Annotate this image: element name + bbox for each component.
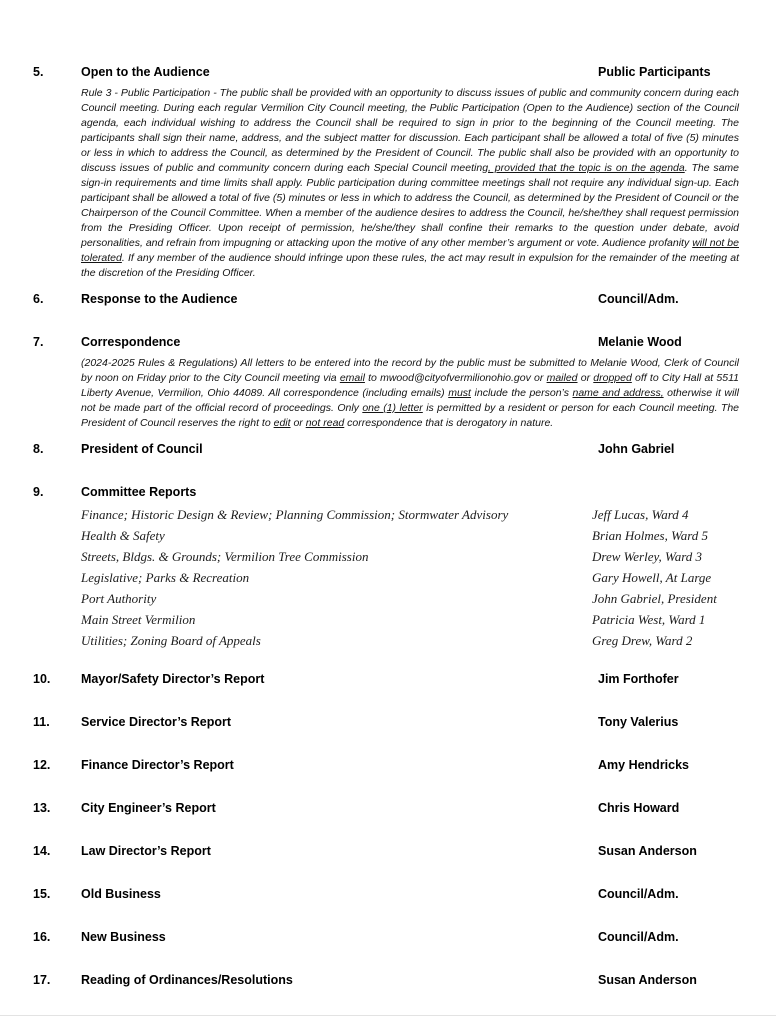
item-title: City Engineer’s Report <box>81 801 216 815</box>
item-number: 8. <box>33 442 44 456</box>
item-title: Mayor/Safety Director’s Report <box>81 672 265 686</box>
agenda-item <box>0 972 776 989</box>
page-bottom-edge <box>0 1015 776 1016</box>
agenda-item-head <box>33 334 739 351</box>
agenda-item <box>0 886 776 903</box>
committee-member: Drew Werley, Ward 3 <box>592 549 703 564</box>
item-rule-text: (2024-2025 Rules & Regulations) All letters to be entered into the record by the public must be submitted to Melanie Wood, Clerk of Council by noon on Friday prior to the City Council meeting via email to mwood@cityofvermilionohio.gov or mailed or dropped off to City Hall at 5511 Liberty Avenue, Vermilion, Ohio 44089. All correspondence (including emails) must include the person’s name and address, otherwise it will not be made part of the official record of proceedings. Only one (1) letter is permitted by a resident or person for each Council meeting. The President of Council reserves the right to edit or not read correspondence that is derogatory in nature. <box>81 357 740 429</box>
agenda-item-head <box>33 843 739 860</box>
agenda-item <box>0 929 776 946</box>
item-assignee: Susan Anderson <box>598 973 697 987</box>
committee-member: Brian Holmes, Ward 5 <box>592 528 709 543</box>
agenda-item-head <box>33 757 739 774</box>
item-number: 5. <box>33 65 44 79</box>
agenda-item-head <box>33 800 739 817</box>
item-assignee: Susan Anderson <box>598 844 697 858</box>
item-assignee: Jim Forthofer <box>598 672 679 686</box>
item-number: 12. <box>33 758 51 772</box>
item-number: 6. <box>33 292 44 306</box>
agenda-item <box>0 291 776 308</box>
item-assignee: Public Participants <box>598 65 711 79</box>
item-number: 7. <box>33 335 44 349</box>
item-number: 15. <box>33 887 51 901</box>
committee-name: Health & Safety <box>81 528 165 543</box>
agenda-items-list <box>0 64 776 989</box>
agenda-item-head <box>33 929 739 946</box>
committee-name: Finance; Historic Design & Review; Planning Commission; Stormwater Advisory <box>81 507 509 522</box>
item-assignee: Council/Adm. <box>598 930 679 944</box>
item-number: 17. <box>33 973 51 987</box>
agenda-item <box>0 757 776 774</box>
item-title: Old Business <box>81 887 161 901</box>
agenda-item <box>0 671 776 688</box>
item-number: 9. <box>33 485 44 499</box>
committee-member: Jeff Lucas, Ward 4 <box>592 507 689 522</box>
item-title: Committee Reports <box>81 485 197 499</box>
item-assignee: Council/Adm. <box>598 887 679 901</box>
agenda-item <box>0 441 776 458</box>
item-title: Correspondence <box>81 335 181 349</box>
agenda-item-head <box>33 291 739 308</box>
item-title: New Business <box>81 930 166 944</box>
item-title: Service Director’s Report <box>81 715 232 729</box>
agenda-item-head <box>33 484 739 501</box>
committee-name: Utilities; Zoning Board of Appeals <box>81 633 261 648</box>
item-number: 13. <box>33 801 51 815</box>
item-number: 11. <box>33 715 50 729</box>
agenda-item-head <box>33 671 739 688</box>
agenda-item <box>0 714 776 731</box>
committee-member: Patricia West, Ward 1 <box>592 612 706 627</box>
item-assignee: Council/Adm. <box>598 292 679 306</box>
committee-list <box>81 504 739 651</box>
agenda-item-head <box>33 441 739 458</box>
agenda-item-head <box>33 64 739 81</box>
item-assignee: Amy Hendricks <box>598 758 690 772</box>
committee-member: Gary Howell, At Large <box>592 570 712 585</box>
committee-row <box>81 546 739 567</box>
committee-name: Port Authority <box>81 591 157 606</box>
agenda-item <box>0 484 776 651</box>
item-number: 10. <box>33 672 51 686</box>
item-assignee: Melanie Wood <box>598 335 682 349</box>
item-title: President of Council <box>81 442 203 456</box>
item-number: 14. <box>33 844 51 858</box>
committee-row <box>81 609 739 630</box>
committee-name: Main Street Vermilion <box>81 612 196 627</box>
item-title: Response to the Audience <box>81 292 238 306</box>
committee-name: Legislative; Parks & Recreation <box>81 570 250 585</box>
agenda-item <box>0 64 776 281</box>
item-title: Finance Director’s Report <box>81 758 234 772</box>
committee-member: John Gabriel, President <box>592 591 717 606</box>
item-title: Reading of Ordinances/Resolutions <box>81 973 293 987</box>
item-title: Open to the Audience <box>81 65 210 79</box>
agenda-item <box>0 843 776 860</box>
item-rule-text: Rule 3 - Public Participation - The public shall be provided with an opportunity to discuss issues of public and community concern during each Council meeting. During each regular Vermilion City Council meeting, the Public Participation (Open to the Audience) section of the Council agenda, each individual wishing to address the Council shall be required to sign in prior to the beginning of the Council meeting. The participants shall sign their name, address, and the subject matter for discussion. Each participant shall be allowed a total of five (5) minutes or less in which to address the Council, as determined by the President of Council. The public shall also be provided with an opportunity to discuss issues of public and community concern during each Special Council meeting, provided that the topic is on the agenda. The same sign-in requirements and time limits shall apply. Public participation during committee meetings shall not require any individual sign-up. Each participant shall be allowed a total of five (5) minutes or less in which to address the Council, as determined by the President of Council or the Chairperson of the Council Committee. When a member of the audience desires to address the Council, he/she/they shall request permission from the Presiding Officer. Upon receipt of permission, he/she/they shall confine their remarks to the question under debate, avoid personalities, and refrain from impugning or attacking upon the motive of any other member’s argument or vote. Audience profanity will not be tolerated. If any member of the audience should infringe upon these rules, the act may result in expulsion for the remainder of the meeting at the discretion of the Presiding Officer. <box>81 87 739 279</box>
agenda-item-head <box>33 886 739 903</box>
committee-member: Greg Drew, Ward 2 <box>592 633 693 648</box>
item-assignee: Chris Howard <box>598 801 680 815</box>
item-number: 16. <box>33 930 51 944</box>
committee-row <box>81 504 739 525</box>
item-assignee: Tony Valerius <box>598 715 679 729</box>
committee-row <box>81 630 739 651</box>
committee-row <box>81 567 739 588</box>
agenda-item-head <box>33 972 739 989</box>
agenda-item <box>0 334 776 431</box>
committee-row <box>81 525 739 546</box>
committee-row <box>81 588 739 609</box>
item-assignee: John Gabriel <box>598 442 675 456</box>
item-title: Law Director’s Report <box>81 844 211 858</box>
agenda-item-head <box>33 714 739 731</box>
committee-name: Streets, Bldgs. & Grounds; Vermilion Tree Commission <box>81 549 369 564</box>
agenda-item <box>0 800 776 817</box>
